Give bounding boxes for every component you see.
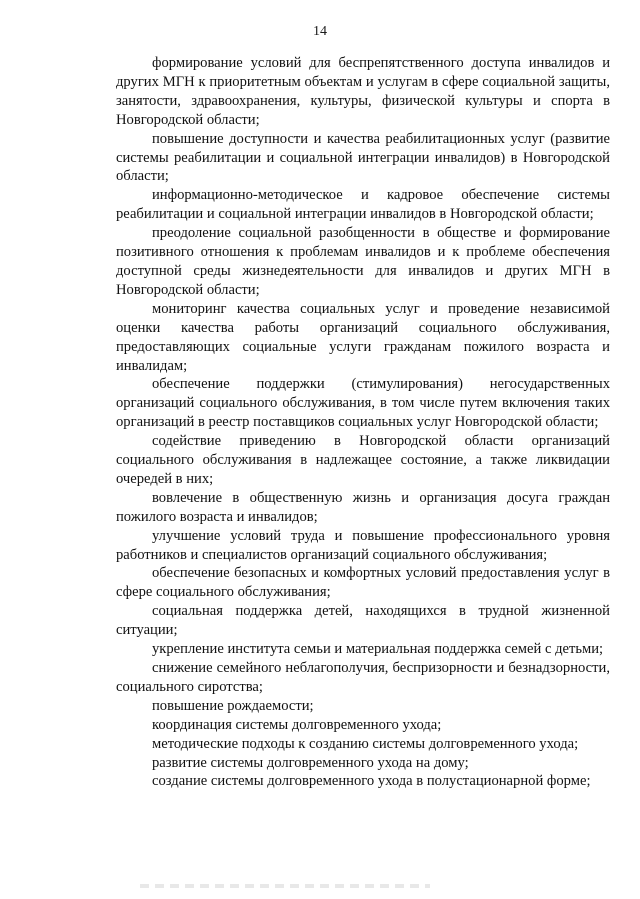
paragraph: создание системы долговременного ухода в полустационарной форме;: [152, 773, 591, 790]
paragraph: обеспечение поддержки (стимулирования) негосударственных организаций социального обслуживания, в том числе путем включения таких организаций в реестр поставщиков социальных услуг Новгородской области;: [116, 376, 610, 431]
paragraph: повышение рождаемости;: [152, 697, 314, 714]
paragraph: мониторинг качества социальных услуг и проведение независимой оценки качества работы организаций социального обслуживания, предоставляющих социальные услуги гражданам пожилого возраста и инвалидам;: [116, 300, 610, 374]
paragraph: вовлечение в общественную жизнь и организация досуга граждан пожилого возраста и инвалидов;: [116, 489, 610, 525]
paragraph: координация системы долговременного ухода;: [152, 716, 442, 733]
paragraph: методические подходы к созданию системы долговременного ухода;: [152, 735, 579, 752]
paragraph: обеспечение безопасных и комфортных условий предоставления услуг в сфере социального обслуживания;: [116, 565, 610, 601]
scan-artifact: [140, 884, 430, 888]
paragraph: снижение семейного неблагополучия, беспризорности и безнадзорности, социального сиротства;: [116, 660, 610, 695]
paragraph: укрепление института семьи и материальная поддержка семей с детьми;: [152, 641, 604, 658]
page-number: 14: [313, 24, 327, 39]
paragraph: социальная поддержка детей, находящихся в трудной жизненной ситуации;: [116, 603, 610, 639]
body-text: [116, 54, 610, 791]
paragraph: улучшение условий труда и повышение профессионального уровня работников и специалистов организаций социального обслуживания;: [116, 527, 610, 563]
paragraph: повышение доступности и качества реабилитационных услуг (развитие системы реабилитации и социальной интеграции инвалидов) в Новгородской области;: [116, 130, 610, 185]
paragraph: преодоление социальной разобщенности в обществе и формирование позитивного отношения к проблемам инвалидов и к проблеме обеспечения доступной среды жизнедеятельности для инвалидов и других МГН в Новгородской области;: [116, 225, 610, 298]
paragraph: информационно-методическое и кадровое обеспечение системы реабилитации и социальной интеграции инвалидов в Новгородской области;: [116, 187, 610, 223]
paragraph: развитие системы долговременного ухода на дому;: [152, 754, 469, 771]
paragraph: содействие приведению в Новгородской области организаций социального обслуживания в надлежащее состояние, а также ликвидации очередей в них;: [116, 433, 610, 487]
paragraph: формирование условий для беспрепятственного доступа инвалидов и других МГН к приоритетным объектам и услугам в сфере социальной защиты, занятости, здравоохранения, культуры, физической культуры и спорта в Новгородской области;: [116, 55, 610, 128]
